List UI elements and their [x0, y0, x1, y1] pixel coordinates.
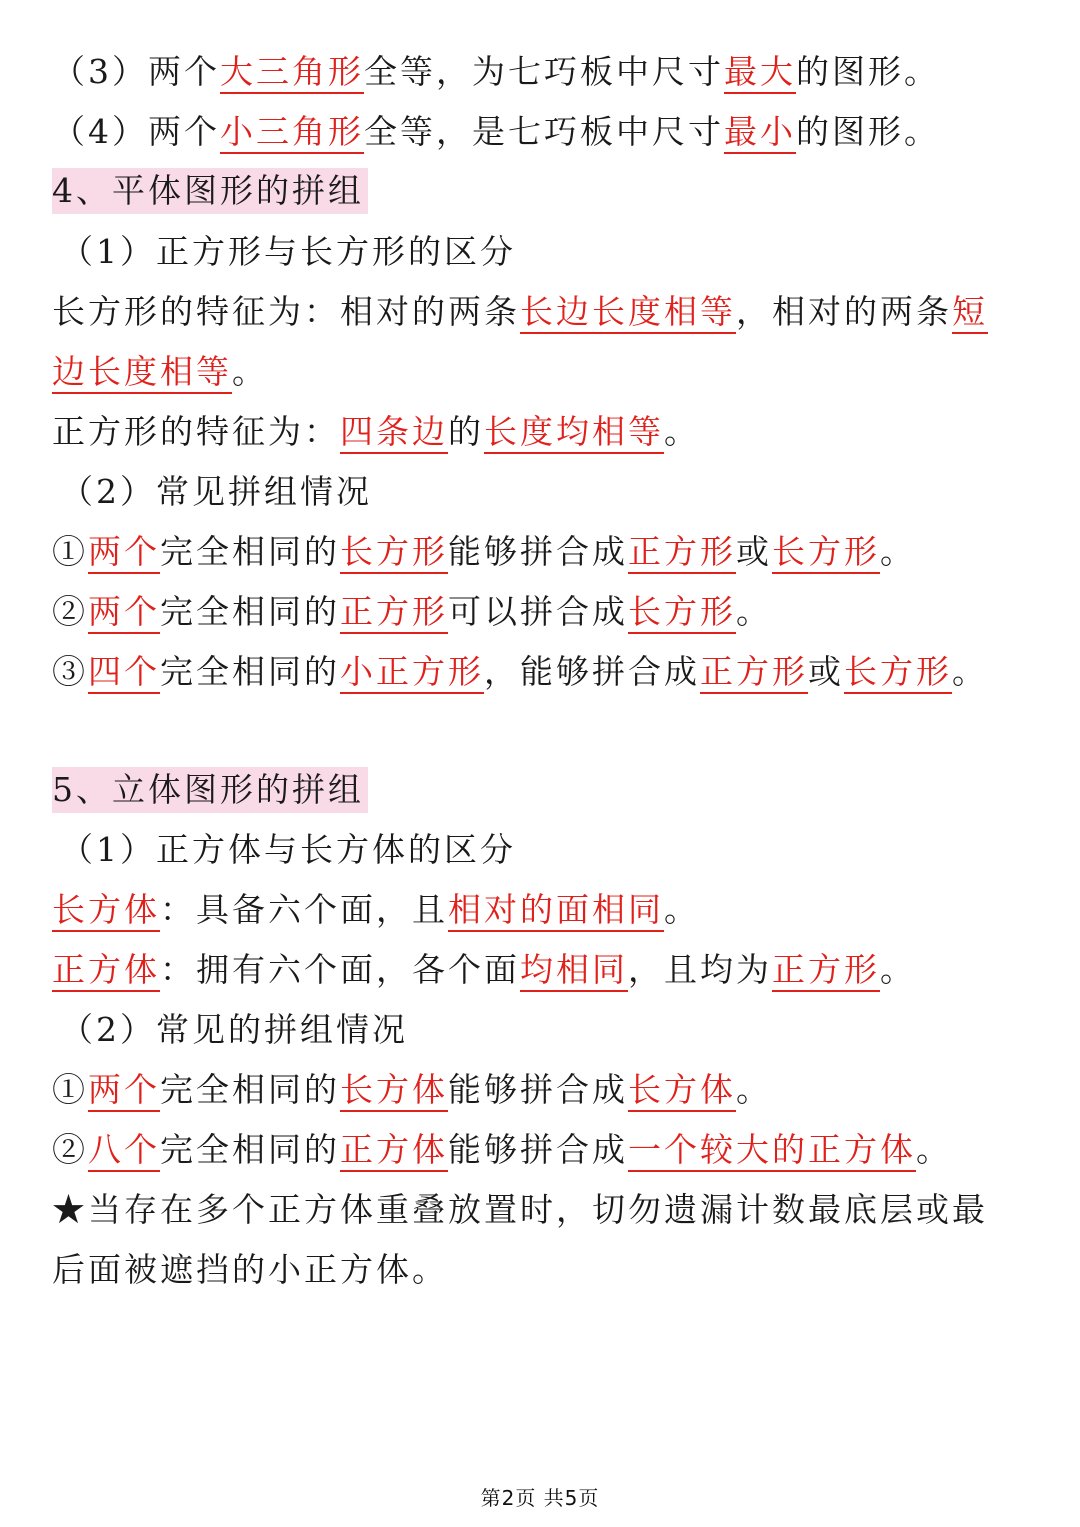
- keyword: 长方体: [628, 1070, 736, 1112]
- keyword: 正方体: [340, 1130, 448, 1172]
- text: 全等，为七巧板中尺寸: [364, 52, 724, 91]
- keyword: 长方形: [628, 592, 736, 634]
- text: 。: [736, 592, 772, 631]
- text: 或: [808, 652, 844, 691]
- text: ①: [52, 532, 88, 571]
- keyword: 正方体: [52, 950, 160, 992]
- keyword: 四个: [88, 652, 160, 694]
- keyword: 长方体: [340, 1070, 448, 1112]
- text: ：拥有六个面，各个面: [160, 950, 520, 989]
- keyword: 正方形: [628, 532, 736, 574]
- text: 长方形的特征为：相对的两条: [52, 292, 520, 331]
- text: 。: [952, 652, 988, 691]
- subheading: （2）常见拼组情况: [60, 472, 372, 511]
- text: 可以拼合成: [448, 592, 628, 631]
- keyword: 八个: [88, 1130, 160, 1172]
- text-line: [52, 50, 1042, 94]
- text: 能够拼合成: [448, 1130, 628, 1169]
- text-line: [52, 290, 1042, 334]
- text-line: [52, 530, 1042, 574]
- keyword: 最小: [724, 112, 796, 154]
- keyword: 四条边: [340, 412, 448, 454]
- text: ②: [52, 1130, 88, 1169]
- text-line: [52, 1128, 1042, 1172]
- text: 完全相同的: [160, 1130, 340, 1169]
- keyword: 大三角形: [220, 52, 364, 94]
- text: ②: [52, 592, 88, 631]
- text: ，且均为: [628, 950, 772, 989]
- text: 完全相同的: [160, 652, 340, 691]
- keyword: 均相同: [520, 950, 628, 992]
- text: ①: [52, 1070, 88, 1109]
- subheading: （1）正方形与长方形的区分: [60, 232, 516, 271]
- note-line: 后面被遮挡的小正方体。: [52, 1250, 448, 1289]
- text: 的图形。: [796, 112, 940, 151]
- text: 的: [448, 412, 484, 451]
- section-heading: 5、立体图形的拼组: [52, 767, 368, 813]
- keyword: 相对的面相同: [448, 890, 664, 932]
- text: 。: [232, 352, 268, 391]
- keyword: 正方形: [700, 652, 808, 694]
- page-footer: 第2页 共5页: [480, 1486, 600, 1510]
- keyword: 最大: [724, 52, 796, 94]
- text: 或: [736, 532, 772, 571]
- keyword: 长边长度相等: [520, 292, 736, 334]
- keyword: 边长度相等: [52, 352, 232, 394]
- text: 能够拼合成: [448, 532, 628, 571]
- text: 。: [736, 1070, 772, 1109]
- keyword: 一个较大的正方体: [628, 1130, 916, 1172]
- text-line: [52, 350, 1042, 394]
- text-line: [52, 110, 1042, 154]
- text-line: [52, 650, 1042, 694]
- text: （3）两个: [52, 52, 220, 91]
- text: 的图形。: [796, 52, 940, 91]
- text: 。: [664, 890, 700, 929]
- note-line: ★当存在多个正方体重叠放置时，切勿遗漏计数最底层或最: [52, 1190, 988, 1229]
- text: 完全相同的: [160, 1070, 340, 1109]
- text: （4）两个: [52, 112, 220, 151]
- text-line: [52, 590, 1042, 634]
- keyword: 长方体: [52, 890, 160, 932]
- section-heading: 4、平体图形的拼组: [52, 168, 368, 214]
- keyword: 长方形: [340, 532, 448, 574]
- text-line: [52, 948, 1042, 992]
- keyword: 长度均相等: [484, 412, 664, 454]
- text: 。: [880, 950, 916, 989]
- keyword: 小正方形: [340, 652, 484, 694]
- keyword: 两个: [88, 592, 160, 634]
- keyword: 正方形: [340, 592, 448, 634]
- keyword: 短: [952, 292, 988, 334]
- text: ，相对的两条: [736, 292, 952, 331]
- text-line: [52, 410, 1042, 454]
- text: 完全相同的: [160, 532, 340, 571]
- keyword: 两个: [88, 1070, 160, 1112]
- text: 全等，是七巧板中尺寸: [364, 112, 724, 151]
- text: 完全相同的: [160, 592, 340, 631]
- text: ：具备六个面，且: [160, 890, 448, 929]
- keyword: 两个: [88, 532, 160, 574]
- keyword: 长方形: [772, 532, 880, 574]
- text: ③: [52, 652, 88, 691]
- text: ，能够拼合成: [484, 652, 700, 691]
- subheading: （1）正方体与长方体的区分: [60, 830, 516, 869]
- text: 能够拼合成: [448, 1070, 628, 1109]
- subheading: （2）常见的拼组情况: [60, 1010, 408, 1049]
- text-line: [52, 1068, 1042, 1112]
- text: 。: [916, 1130, 952, 1169]
- text: 。: [880, 532, 916, 571]
- text: 正方形的特征为：: [52, 412, 340, 451]
- keyword: 长方形: [844, 652, 952, 694]
- text: 。: [664, 412, 700, 451]
- keyword: 小三角形: [220, 112, 364, 154]
- keyword: 正方形: [772, 950, 880, 992]
- text-line: [52, 888, 1042, 932]
